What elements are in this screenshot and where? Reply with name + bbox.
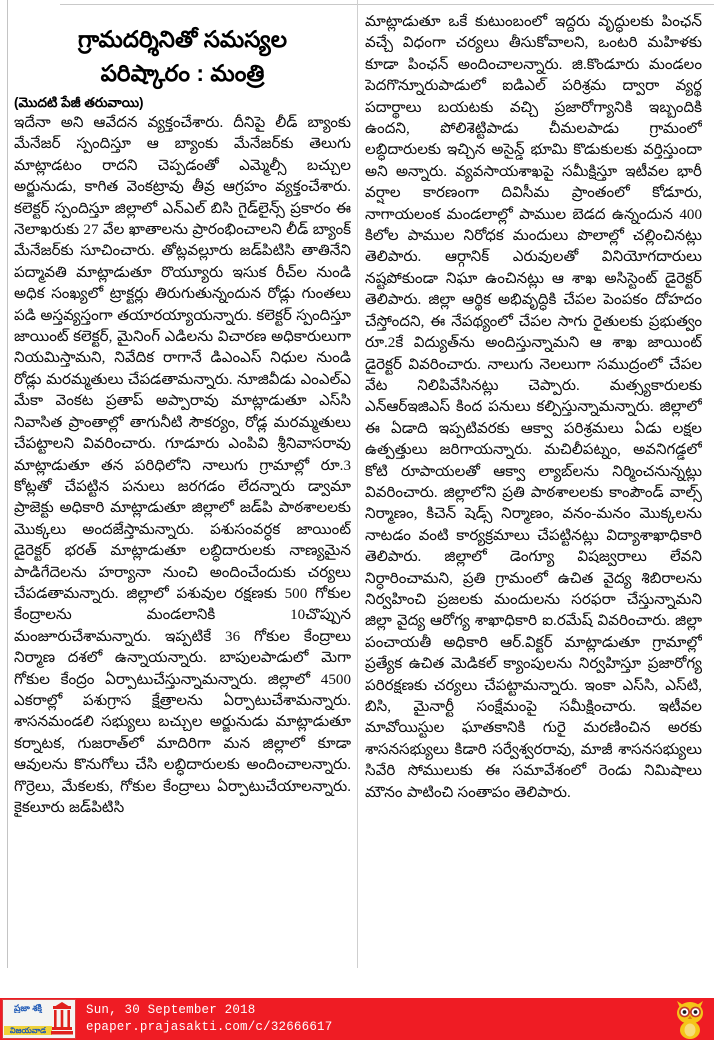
headline-line-2: పరిష్కారం : మంత్రి: [100, 60, 265, 86]
logo-edition-text: విజయవాడ: [4, 1026, 52, 1035]
article-headline: [20, 22, 345, 90]
gateway-arch-building-icon: [51, 1002, 73, 1035]
prajasakti-logo[interactable]: [2, 999, 76, 1039]
epaper-footer-bar: [0, 998, 714, 1040]
article-continuation-kicker: (మొదటి పేజీ తరువాయి): [14, 95, 144, 110]
publication-date: Sun, 30 September 2018: [86, 1003, 256, 1017]
footer-caption-block: [82, 1002, 672, 1036]
article-column-left: [14, 0, 351, 968]
article-paragraph-left: ఇదేనా అని ఆవేదన వ్యక్తంచేశారు. దీనిపై లీడ్ బ్యాంకు మేనేజర్ స్పందిస్తూ ఆ బ్యాంకు మేనేజర్‌కు తెలుగు మాట్లాడటం రాదని చెప్పడంతో ఎమ్మెల్సీ బచ్చుల అర్జునుడు, కాగిత వెంకట్రావు తీవ్ర ఆగ్రహం వ్యక్తంచేశారు. కలెక్టర్ స్పందిస్తూ జిల్లాలో ఎన్‌ఎల్ బిసి గైడ్‌లైన్స్ ప్రకారం ఈ నెలాఖరుకు 27 వేల ఖాతాలను ప్రారంభించాలని లీడ్ బ్యాంక్ మేనేజర్‌కు సూచించారు. తోట్లవల్లూరు జడ్‌పిటిసి తాతినేని పద్మావతి మాట్లాడుతూ రొయ్యూరు ఇసుక రీచ్‌ల నుండి అధిక సంఖ్యలో ట్రాక్టర్లు తిరుగుతున్నందున రోడ్లు గుంతలు పడి అస్తవ్యస్తంగా తయారయ్యాయన్నారు. కలెక్టర్ స్పందిస్తూ జాయింట్ కలెక్టర్, మైనింగ్ ఎడిలను విచారణ అధికారులుగా నియమిస్తామని, నివేదిక రాగానే డిఎంఎస్ నిధుల నుండి రోడ్లు మరమ్మతులు చేపడతామన్నారు. నూజివీడు ఎంఎల్ఎ మేకా వెంకట ప్రతాప్ అప్పారావు మాట్లాడుతూ ఎస్‌సి నివాసిత ప్రాంతాల్లో తాగునీటి సౌకర్యం, రోడ్ల మరమ్మతులు చేపట్టాలని వివరించారు. గూడూరు ఎంపివి శ్రీనివాసరావు మాట్లాడుతూ తన పరిధిలోని నాలుగు గ్రామాల్లో రూ.3 కోట్లతో చేపట్టిన పనులు జరగడం లేదన్నారు డ్వామా ప్రాజెక్టు అధికారి మాట్లాడుతూ జిల్లాలో జడ్‌పి పాఠశాలలకు మొక్కలు అందజేస్తామన్నారు. పశుసంవర్ధక జాయింట్ డైరెక్టర్ భరత్ మాట్లాడుతూ లబ్ధిదారులకు నాణ్యమైన పాడిగేదెలను హర్యానా నుంచి అందించేందుకు చర్యలు చేపడతామన్నారు. జిల్లాలో పశువుల రక్షణకు 500 గోకుల కేంద్రాలను మండలానికి 10చొప్పున మంజూరుచేశామన్నారు. ఇప్పటికే 36 గోకుల కేంద్రాలు నిర్మాణ దశలో ఉన్నాయన్నారు. బాపులపాడులో మెగా గోకుల కేంద్రం ఏర్పాటుచేస్తున్నామన్నారు. జిల్లాలో 4500 ఎకరాల్లో పశుగ్రాస క్షేత్రాలను ఏర్పాటుచేశామన్నారు. శాసనమండలి సభ్యులు బచ్చుల అర్జునుడు మాట్లాడుతూ కర్నాటక, గుజరాత్‌లో మాదిరిగా మన జిల్లాలో కూడా ఆవులను కొనుగోలు చేసి లబ్ధిదారులకు అందించాలన్నారు. గొర్రెలు, మేకలకు, గోకుల కేంద్రాలు ఏర్పాటుచేయాలన్నారు. కైకలూరు జడ్‌పిటిసి: [14, 115, 351, 816]
headline-line-1: గ్రామదర్శినితో సమస్యల: [77, 26, 288, 52]
owl-mascot-icon: [672, 999, 708, 1039]
clipping-url[interactable]: epaper.prajasakti.com/c/32666617: [86, 1020, 333, 1034]
article-column-right: [365, 0, 702, 968]
article-paragraph-right: మాట్లాడుతూ ఒకే కుటుంబంలో ఇద్దరు వృద్ధులకు పింఛన్ వచ్చే విధంగా చర్యలు తీసుకోవాలని, ఒంటరి మహిళకు కూడా పింఛన్ అందించాలన్నారు. జి.కొండూరు మండలం పెదగొన్నూరుపాడులో ఐడిఎల్ పరిశ్రమ ద్వారా వ్యర్థ పదార్థాలు బయటకు వచ్చి ప్రజారోగ్యానికి ఇబ్బందికి ఉందని, పోలిశెట్టిపాడు చీమలపాడు గ్రామంలో లబ్ధిదారులకు ఇచ్చిన అసైన్డ్ భూమి కొడుకులకు వర్తిస్తుందా అని అన్నారు. వ్యవసాయశాఖపై సమీక్షిస్తూ ఇటీవల భారీ వర్షాల కారణంగా దివిసీమ ప్రాంతంలో కోడూరు, నాగాయలంక మండలాల్లో పాముల బెడద ఉన్నందున 400 కిలోల పాముల నిరోధక మందులు పొలాల్లో చల్లించినట్లు తెలిపారు. ఆర్గానిక్ ఎరువులతో వినియోగదారులు నష్టపోకుండా నిఘా ఉంచినట్లు ఆ శాఖ అసిస్టెంట్ డైరెక్టర్ తెలిపారు. జిల్లా ఆర్థిక అభివృద్ధికి చేపల పెంపకం దోహదం చేస్తోందని, ఈ నేపథ్యంలో చేపల సాగు రైతులకు ప్రభుత్వం రూ.2కే విద్యుత్‌ను అందిస్తున్నామని ఆ శాఖ జాయింట్ డైరెక్టర్ వివరించారు. నాలుగు నెలలుగా సముద్రంలో చేపల వేట నిలిపివేసినట్లు చెప్పారు. మత్స్యకారులకు ఎన్‌ఆర్‌ఇజిఎస్ కింద పనులు కల్పిస్తున్నామన్నారు. జిల్లాలో ఈ ఏడాది ఇప్పటివరకు ఆక్వా పరిశ్రమలు ఏడు లక్షల ఉత్పత్తులు జరిగాయన్నారు. మచిలీపట్నం, అవనిగడ్డలో కోటి రూపాయలతో ఆక్వా ల్యాబ్‌లను నిర్మించనున్నట్లు వివరించారు. జిల్లాలోని ప్రతి పాఠశాలలకు కాంపౌండ్ వాల్స్ నిర్మాణం, కిచెన్ షెడ్స్ నిర్మాణం, వనం-మనం మొక్కలను నాటడం వంటి కార్యక్రమాలు చేపట్టినట్లు విద్యాశాఖాధికారి తెలిపారు. జిల్లాలో డెంగ్యూ విషజ్వరాలు లేవని నిర్ధారించామని, ప్రతి గ్రామంలో ఉచిత వైద్య శిబిరాలను నిర్వహించి ప్రజలకు మందులను సరఫరా చేస్తున్నామని జిల్లా వైద్య ఆరోగ్య శాఖాధికారి ఐ.రమేష్ వివరించారు. జిల్లా పంచాయతీ అధికారి ఆర్.విక్టర్ మాట్లాడుతూ గ్రామాల్లో ప్రత్యేక ఉచిత మెడికల్ క్యాంపులను నిర్వహిస్తూ ప్రజారోగ్య పరిరక్షణకు చర్యలు చేపట్టామన్నారు. ఇంకా ఎస్‌సి, ఎస్‌టి, బిసి, మైనార్టీ సంక్షేమంపై సమీక్షించారు. ఇటీవల మావోయిస్టుల ఘాతకానికి గురై మరణించిన అరకు శాసనసభ్యులు కిడారి సర్వేశ్వరరావు, మాజీ శాసనసభ్యులు సివేరి సోములుకు ఈ సమావేశంలో రెండు నిమిషాలు మౌనం పాటించి సంతాపం తెలిపారు.: [365, 14, 702, 801]
logo-masthead-text: ప్రజా శక్తి: [14, 1003, 42, 1013]
